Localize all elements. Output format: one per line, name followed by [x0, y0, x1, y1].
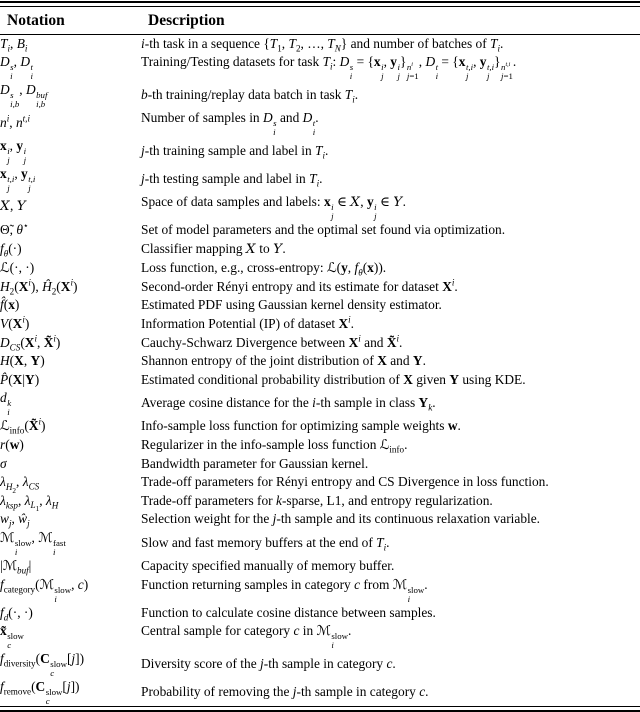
- notation-cell: $f_{diversity}(C$ slow c [j]): [0, 651, 85, 679]
- notation-cell: $w_j$, $ŵ_j$: [0, 511, 30, 530]
- description-cell: Trade-off parameters for k-sparse, L1, and entropy regularization.: [141, 492, 493, 508]
- notation-cell: X, Y: [0, 198, 27, 215]
- notation-cell: $\lambda_{H_2}$, $\lambda_{CS}$: [0, 474, 40, 495]
- description-cell: Trade-off parameters for Rényi entropy and CS Divergence in loss function.: [141, 474, 549, 490]
- table-row: [0, 436, 640, 455]
- notation-cell: x̃ slow c: [0, 623, 24, 651]
- description-cell: Capacity specified manually of memory buffer.: [141, 558, 395, 573]
- table-row: [0, 81, 640, 109]
- table-row: [0, 650, 640, 678]
- description-cell: Central sample for category c in ℳ slow i .: [141, 623, 352, 651]
- table-row: [0, 389, 640, 417]
- table-row: [0, 473, 640, 492]
- notation-cell: $f_{category}(ℳ$ slow i , c): [0, 576, 89, 604]
- description-cell: Bandwidth parameter for Gaussian kernel.: [141, 455, 369, 471]
- description-cell: Set of model parameters and the optimal set found via optimization.: [141, 222, 506, 238]
- notation-table-body: [0, 35, 640, 707]
- table-row: [0, 296, 640, 315]
- description-cell: Function to calculate cosine distance between samples.: [141, 604, 436, 620]
- table-row: [0, 221, 640, 240]
- description-cell: Loss function, e.g., cross-entropy: ℒ(y, $f_\theta(x)$).: [141, 260, 387, 278]
- notation-cell: x t,i j , y t,i j: [0, 166, 36, 194]
- notation-cell: $V(X^i)$: [0, 314, 30, 332]
- description-cell: Cauchy-Schwarz Divergence between $X^i$ and X̃$^i$.: [141, 333, 403, 350]
- notation-cell: ℒ(·, ·): [0, 260, 35, 276]
- table-row: [0, 622, 640, 650]
- table-row: [0, 417, 640, 436]
- table-row: [0, 240, 640, 260]
- notation-table: [0, 7, 640, 34]
- description-cell: Regularizer in the info-sample loss function ℒ$_{info}$.: [141, 437, 408, 455]
- table-row: [0, 576, 640, 604]
- table-row: [0, 35, 640, 54]
- col-header-description: Description: [148, 11, 225, 29]
- description-cell: Information Potential (IP) of dataset $X^i$.: [141, 314, 355, 332]
- table-row: [0, 193, 640, 221]
- table-row: [0, 604, 640, 623]
- description-cell: Estimated PDF using Gaussian kernel density estimator.: [141, 297, 442, 313]
- table-row: [0, 371, 640, 390]
- notation-cell: $D_{CS}(X^i$, X̃$^i$): [0, 333, 61, 353]
- notation-table-header: [0, 7, 640, 34]
- header-row: [0, 7, 640, 34]
- table-row: [0, 137, 640, 165]
- description-cell: j-th testing sample and label in $T_i$.: [141, 170, 323, 189]
- notation-cell: $T_i$, $B_i$: [0, 35, 28, 54]
- description-cell: b-th training/replay data batch in task $T_i$.: [141, 86, 359, 105]
- table-row: [0, 557, 640, 576]
- description-cell: Selection weight for the j-th sample and its continuous relaxation variable.: [141, 511, 541, 527]
- table-bottom-rule-outer: [0, 710, 640, 712]
- description-cell: Probability of removing the j-th sample in category c.: [141, 683, 429, 699]
- description-cell: i-th task in a sequence {$T_1$, $T_2$, …, $T_N$} and number of batches of $T_i$.: [141, 35, 504, 54]
- table-row: [0, 352, 640, 371]
- description-cell: Classifier mapping X to Y.: [141, 240, 286, 257]
- notation-table-content: [0, 35, 640, 707]
- table-row: [0, 455, 640, 474]
- table-row: [0, 278, 640, 297]
- notation-cell: $H_2(X^i)$, $Ĥ_2(X^i)$: [0, 277, 78, 297]
- table-row: [0, 492, 640, 511]
- notation-cell: |ℳ$_{buf}$|: [0, 558, 32, 576]
- notation-cell: $\lambda_{ksp}$, $\lambda_{L_1}$, $\lambda_H$: [0, 492, 59, 514]
- notation-cell: $f_{remove}(C$ slow c [j]): [0, 679, 80, 707]
- notation-cell: d k i: [0, 390, 12, 418]
- table-row: [0, 53, 640, 81]
- description-cell: Second-order Rényi entropy and its estimate for dataset $X^i$.: [141, 277, 458, 294]
- col-header-notation: Notation: [7, 11, 65, 29]
- notation-cell: ℒ$_{info}$(X̃$^i$): [0, 416, 46, 437]
- notation-cell: r(w): [0, 437, 24, 453]
- description-cell: Estimated conditional probability distribution of X given Y using KDE.: [141, 371, 526, 387]
- table-row: [0, 529, 640, 557]
- table-row: [0, 165, 640, 193]
- notation-cell: $n^i$, $n^{t,i}$: [0, 113, 30, 130]
- notation-cell: Θ̃, θ⋆: [0, 220, 29, 238]
- table-row: [0, 109, 640, 137]
- description-cell: Function returning samples in category c from ℳ slow i .: [141, 576, 428, 604]
- table-row: [0, 678, 640, 706]
- notation-cell: x i j , y i j: [0, 138, 27, 166]
- notation-cell: P̂(X|Y): [0, 371, 40, 387]
- description-cell: Info-sample loss function for optimizing sample weights w.: [141, 418, 461, 434]
- notation-cell: $f_\theta(\cdot)$: [0, 241, 22, 259]
- description-cell: Number of samples in D s i and D t i .: [141, 110, 319, 138]
- description-cell: Average cosine distance for the i-th sample in class $Y_k$.: [141, 395, 436, 413]
- description-cell: Shannon entropy of the joint distribution of X and Y.: [141, 353, 426, 369]
- notation-cell: σ: [0, 455, 7, 471]
- description-cell: Slow and fast memory buffers at the end of $T_i$.: [141, 534, 390, 553]
- table-row: [0, 510, 640, 529]
- table-row: [0, 315, 640, 334]
- notation-cell: $f_d(\cdot$, ·): [0, 604, 33, 623]
- notation-cell: D s i,b , D buf i,b: [0, 82, 48, 110]
- description-cell: Diversity score of the j-th sample in category c.: [141, 655, 396, 671]
- notation-cell: H(X, Y): [0, 353, 45, 369]
- notation-cell: D s i , D t i: [0, 54, 33, 82]
- notation-cell: ℳ slow i , ℳ fast i: [0, 530, 66, 557]
- description-cell: Space of data samples and labels: x i j ∈ X, y i j ∈ Y.: [141, 194, 406, 222]
- table-row: [0, 259, 640, 278]
- description-cell: j-th training sample and label in $T_i$.: [141, 142, 329, 161]
- notation-cell: f̂(x): [0, 297, 20, 313]
- description-cell: Training/Testing datasets for task $T_i$: D s i = {x i j , y i j } $n^i$ j=1 , D t i = {x t,i j , y t,i j } $n^{t,i}$ j=1 .: [141, 54, 517, 82]
- table-row: [0, 334, 640, 353]
